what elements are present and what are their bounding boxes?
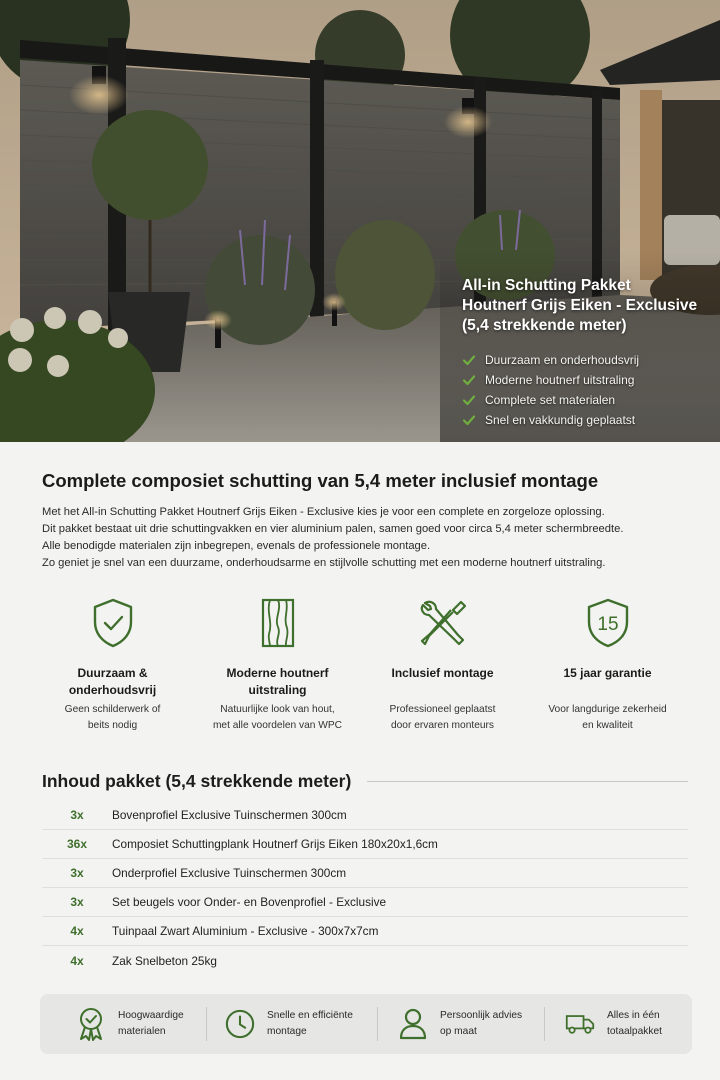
hero-benefit-label: Moderne houtnerf uitstraling xyxy=(485,373,635,387)
feature-title-line: 15 jaar garantie xyxy=(563,666,652,680)
list-item xyxy=(42,917,688,946)
intro-heading: Complete composiet schutting van 5,4 meter inclusief montage xyxy=(42,470,599,491)
feature-description xyxy=(195,702,360,734)
clock-icon xyxy=(225,1008,255,1040)
feature-desc-line: Natuurlijke look van hout, xyxy=(220,704,335,715)
hero-benefit-label: Complete set materialen xyxy=(485,393,616,407)
usp-strip xyxy=(40,994,692,1054)
intro-line: Alle benodigde materialen zijn inbegrepen, evenals de professionele montage. xyxy=(42,540,431,552)
item-quantity: 3x xyxy=(70,866,84,880)
check-icon xyxy=(462,413,476,427)
usp-label xyxy=(607,1008,662,1040)
item-quantity: 36x xyxy=(66,837,88,851)
feature-card-woodgrain xyxy=(195,595,360,734)
feature-description xyxy=(360,702,525,734)
list-item xyxy=(42,859,688,888)
hero-benefit xyxy=(462,350,712,370)
list-item xyxy=(42,801,688,830)
item-quantity: 3x xyxy=(70,895,84,909)
item-name: Onderprofiel Exclusive Tuinschermen 300cm xyxy=(112,866,347,880)
item-name: Zak Snelbeton 25kg xyxy=(112,953,217,968)
hero-benefit xyxy=(462,390,712,410)
intro-description xyxy=(42,504,692,572)
hero-title-line: All-in Schutting Pakket xyxy=(462,277,631,294)
award-ribbon-icon xyxy=(77,1007,105,1041)
feature-title xyxy=(360,665,525,699)
hero-overlay xyxy=(462,276,712,430)
usp-line: montage xyxy=(267,1026,307,1037)
feature-desc-line: met alle voordelen van WPC xyxy=(212,720,343,731)
usp-item-speed xyxy=(207,994,377,1054)
item-quantity: 4x xyxy=(70,953,84,968)
usp-label xyxy=(118,1008,184,1040)
feature-title-line: onderhoudsvrij xyxy=(68,683,157,697)
check-icon xyxy=(462,373,476,387)
usp-item-package xyxy=(545,994,662,1054)
feature-desc-line: beits nodig xyxy=(87,720,138,731)
feature-title-line: Duurzaam & xyxy=(77,666,148,680)
feature-title xyxy=(525,665,690,699)
usp-label xyxy=(440,1008,522,1040)
feature-title xyxy=(30,665,195,699)
feature-title xyxy=(195,665,360,699)
hero-benefit xyxy=(462,410,712,430)
feature-description xyxy=(30,702,195,734)
item-quantity: 3x xyxy=(70,808,84,822)
heading-divider xyxy=(367,781,688,782)
list-item xyxy=(42,946,688,975)
feature-desc-line: Voor langdurige zekerheid xyxy=(548,704,667,715)
item-quantity: 4x xyxy=(70,924,84,938)
truck-icon xyxy=(565,1011,595,1037)
shield-check-icon xyxy=(91,597,135,649)
intro-line: Met het All-in Schutting Pakket Houtnerf Grijs Eiken - Exclusive kies je voor een complete en zorgeloze oplossing. xyxy=(42,506,605,518)
feature-title-line: uitstraling xyxy=(248,683,307,697)
feature-desc-line: en kwaliteit xyxy=(582,720,633,731)
list-item xyxy=(42,830,688,859)
person-icon xyxy=(399,1008,427,1040)
package-list xyxy=(42,801,688,975)
usp-line: materialen xyxy=(118,1026,166,1037)
tools-icon xyxy=(417,597,469,649)
hero-title-line: Houtnerf Grijs Eiken - Exclusive xyxy=(462,297,698,314)
usp-item-advice xyxy=(378,994,544,1054)
usp-label xyxy=(267,1008,353,1040)
feature-card-durable xyxy=(30,595,195,734)
usp-line: Snelle en efficiënte xyxy=(267,1010,353,1021)
usp-line: Alles in één xyxy=(607,1010,660,1021)
feature-card-montage xyxy=(360,595,525,734)
check-icon xyxy=(462,393,476,407)
feature-card-warranty xyxy=(525,595,690,734)
feature-desc-line: Geen schilderwerk of xyxy=(64,704,161,715)
hero-benefit xyxy=(462,370,712,390)
feature-title-line: Inclusief montage xyxy=(391,666,494,680)
feature-grid xyxy=(30,595,690,734)
usp-line: Persoonlijk advies xyxy=(440,1010,523,1021)
item-name: Composiet Schuttingplank Houtnerf Grijs Eiken 180x20x1,6cm xyxy=(112,837,438,851)
item-name: Bovenprofiel Exclusive Tuinschermen 300cm xyxy=(112,808,347,822)
list-item xyxy=(42,888,688,917)
usp-line: op maat xyxy=(440,1026,477,1037)
check-icon xyxy=(462,353,476,367)
feature-desc-line: door ervaren monteurs xyxy=(390,720,495,731)
hero-benefit-label: Snel en vakkundig geplaatst xyxy=(485,413,636,427)
intro-line: Zo geniet je snel van een duurzame, onderhoudsarme en stijlvolle schutting met een moderne houtnerf uitstraling. xyxy=(42,557,606,569)
usp-item-quality xyxy=(40,994,206,1054)
hero-benefit-label: Duurzaam en onderhoudsvrij xyxy=(485,353,640,367)
intro-section xyxy=(42,470,692,572)
wood-grain-icon xyxy=(260,597,296,649)
hero-title-line: (5,4 strekkende meter) xyxy=(462,317,627,334)
warranty-shield-icon xyxy=(585,597,631,649)
item-name: Tuinpaal Zwart Aluminium - Exclusive - 300x7x7cm xyxy=(112,924,379,938)
hero-banner xyxy=(0,0,720,442)
package-contents-heading: Inhoud pakket (5,4 strekkende meter) xyxy=(42,771,352,791)
usp-line: totaalpakket xyxy=(607,1026,662,1037)
usp-line: Hoogwaardige xyxy=(118,1010,184,1021)
intro-line: Dit pakket bestaat uit drie schuttingvakken en vier aluminium palen, samen goed voor circa 5,4 meter schermbreedte. xyxy=(42,523,624,535)
warranty-badge-number: 15 xyxy=(596,614,619,635)
item-name: Set beugels voor Onder- en Bovenprofiel - Exclusive xyxy=(112,895,387,909)
feature-description xyxy=(525,702,690,734)
feature-title-line: Moderne houtnerf xyxy=(226,666,329,680)
feature-desc-line: Professioneel geplaatst xyxy=(389,704,496,715)
package-contents xyxy=(42,771,688,975)
hero-title xyxy=(462,276,712,336)
hero-benefit-list xyxy=(462,350,712,430)
